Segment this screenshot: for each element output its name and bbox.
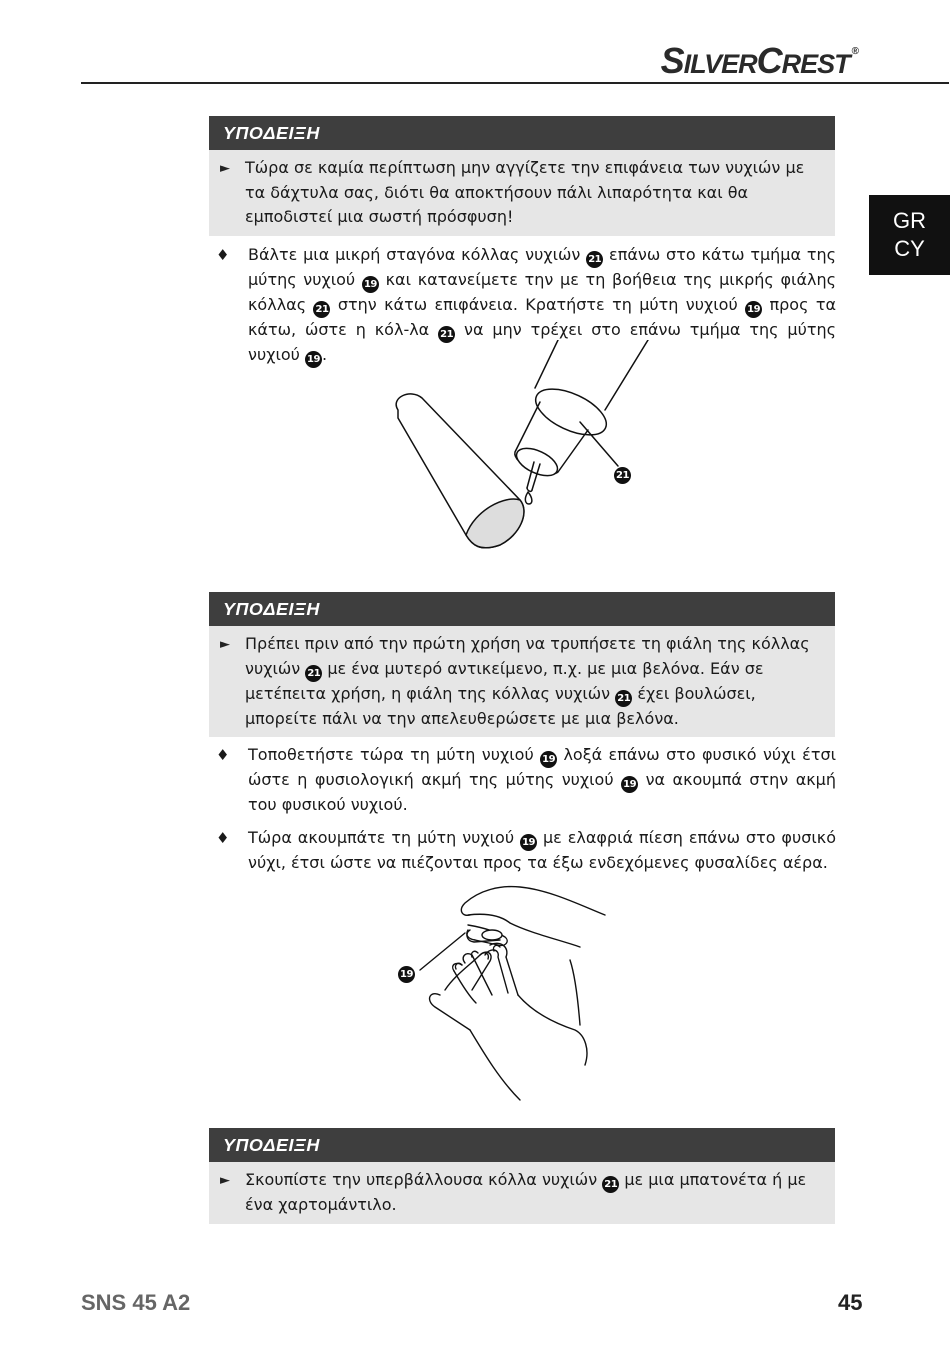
part-number-badge: 21: [313, 301, 330, 318]
footer-page-number: 45: [838, 1290, 863, 1315]
part-number-badge: 19: [362, 276, 379, 293]
instruction-step-3: ♦ Τώρα ακουμπάτε τη μύτη νυχιού 19 με ελαφριά πίεση επάνω στο φυσικό νύχι, έτσι ώστε να πιέζονται προς τα έξω ενδεχόμενες φυσαλίδες αέρα.: [216, 828, 836, 872]
diamond-bullet-icon: ♦: [216, 829, 230, 847]
glue-application-illustration: [380, 340, 660, 565]
note-heading: ΥΠΟΔΕΙΞΗ: [209, 592, 835, 626]
note-body: ► Σκουπίστε την υπερβάλλουσα κόλλα νυχιών 21 με μια μπατονέτα ή με ένα χαρτομάντιλο.: [220, 1170, 807, 1214]
note-box-2: [209, 592, 835, 737]
hand-nail-tip-illustration: [410, 885, 610, 1105]
note-heading: ΥΠΟΔΕΙΞΗ: [209, 1128, 835, 1162]
part-number-badge: 21: [602, 1176, 619, 1193]
instruction-step-2: ♦ Τοποθετήστε τώρα τη μύτη νυχιού 19 λοξά επάνω στο φυσικό νύχι έτσι ώστε η φυσιολογική ακμή της μύτης νυχιού 19 να ακουμπά στην ακμή του φυσικού νυχιού.: [216, 745, 837, 814]
part-number-badge: 19: [621, 776, 638, 793]
note-heading: ΥΠΟΔΕΙΞΗ: [209, 116, 835, 150]
language-code-cy: CY: [894, 236, 925, 261]
figure-callout-badge: 19: [398, 966, 415, 983]
part-number-badge: 19: [745, 301, 762, 318]
note-box-3: [209, 1128, 835, 1224]
silvercrest-logo: SILVERCREST ®: [660, 40, 858, 81]
part-number-badge: 21: [438, 326, 455, 343]
pointer-triangle-icon: ►: [220, 637, 230, 652]
instruction-step-1: ♦ Βάλτε μια μικρή σταγόνα κόλλας νυχιών 21 επάνω στο κάτω τμήμα της μύτης νυχιού 19 και κατανείμετε την με τη βοήθεια της μικρής φιάλης κόλλας 21 στην κάτω επιφάνεια. Κρατήστε τη μύτη νυχιού 19 προς τα κάτω, ώστε η κόλ-λα 21 να μην τρέχει στο επάνω τμήμα της μύτης νυχιού 19 .: [216, 243, 836, 368]
note-body: ► Πρέπει πριν από την πρώτη χρήση να τρυπήσετε τη φιάλη της κόλλας νυχιών 21 με ένα μυτερό αντικείμενο, π.χ. με μια βελόνα. Εάν σε μετέπειτα χρήση, η φιάλη της κόλλας νυχιών 21 έχει βουλώσει, μπορείτε πάλι να την απελευθερώσετε με μια βελόνα.: [220, 634, 810, 728]
part-number-badge: 21: [586, 251, 603, 268]
note-box-1: [209, 116, 835, 236]
footer-model-number: SNS 45 A2: [81, 1290, 191, 1315]
language-tab: [869, 195, 950, 275]
part-number-badge: 19: [520, 834, 537, 851]
diamond-bullet-icon: ♦: [216, 746, 230, 764]
language-code-gr: GR: [893, 208, 926, 233]
part-number-badge: 21: [305, 665, 322, 682]
pointer-triangle-icon: ►: [220, 1173, 230, 1188]
pointer-triangle-icon: ►: [220, 161, 230, 176]
note-text: Τώρα σε καμία περίπτωση μην αγγίζετε την επιφάνεια των νυχιών με τα δάχτυλα σας, διότι θα αποκτήσουν πάλι λιπαρότητα και θα εμποδιστεί μια σωστή πρόσφυση!: [245, 158, 805, 226]
part-number-badge: 21: [615, 690, 632, 707]
note-body: [209, 150, 835, 236]
figure-callout-badge: 21: [614, 467, 631, 484]
diamond-bullet-icon: ♦: [216, 246, 230, 264]
part-number-badge: 19: [305, 351, 322, 368]
header-rule: [81, 82, 949, 84]
part-number-badge: 19: [540, 751, 557, 768]
